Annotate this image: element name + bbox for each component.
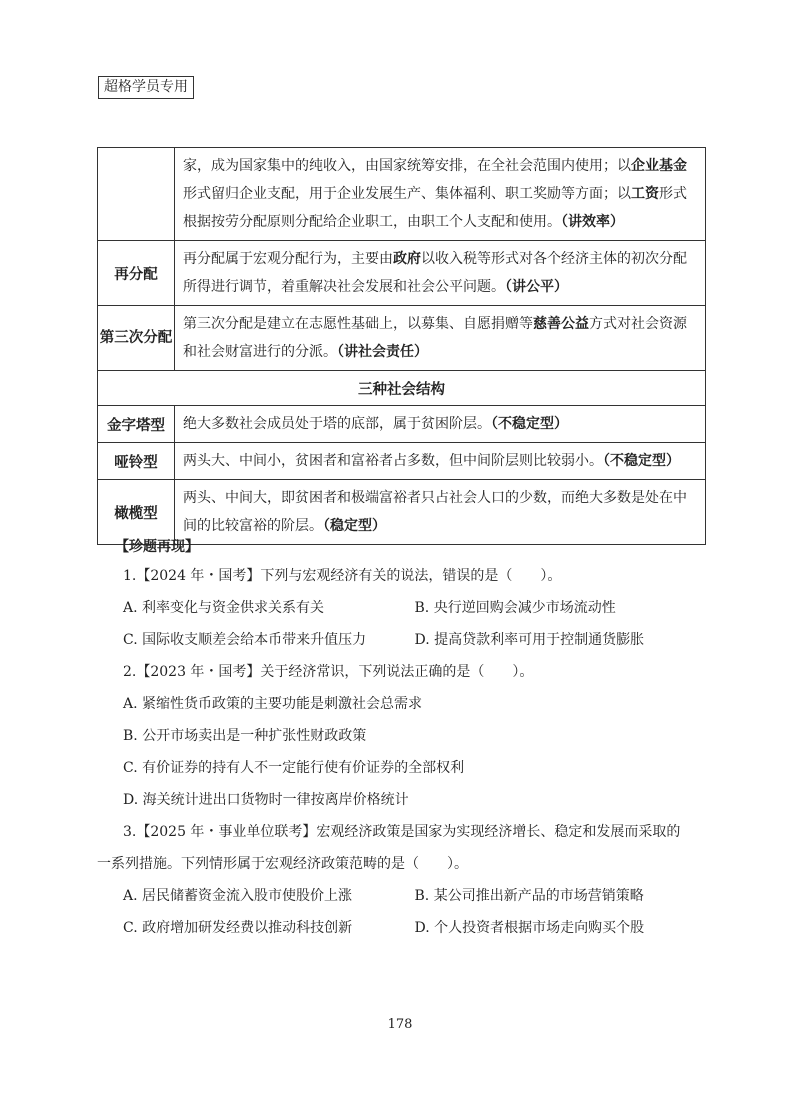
option-d: D. 海关统计进出口货物时一律按离岸价格统计 — [123, 792, 409, 808]
option-d: D. 提高贷款利率可用于控制通货膨胀 — [414, 632, 645, 648]
row-content — [175, 148, 706, 241]
text-segment: 方式对社会资源和社会财富进行的分派。 — [183, 316, 687, 360]
question-3-options-row — [97, 880, 706, 912]
text-segment: 再分配属于宏观分配行为，主要由 — [183, 251, 393, 267]
row-label — [98, 148, 175, 241]
table-row — [98, 241, 706, 306]
row-label-olive: 橄榄型 — [98, 480, 175, 545]
row-content — [175, 443, 706, 480]
text-segment: 两头大、中间小，贫困者和富裕者占多数，但中间阶层则比较弱小。 — [183, 453, 603, 469]
text-segment: 第三次分配是建立在志愿性基础上，以募集、自愿捐赠等 — [183, 316, 533, 332]
page-number: 178 — [387, 1017, 413, 1032]
table-row — [98, 443, 706, 480]
question-1-options-row — [97, 624, 706, 656]
question-3-stem-line-1: 3.【2025 年・事业单位联考】宏观经济政策是国家为实现经济增长、稳定和发展而采取的 — [123, 824, 681, 840]
table-row — [98, 406, 706, 443]
option-d: D. 个人投资者根据市场走向购买个股 — [414, 920, 645, 936]
bold-text: （稳定型） — [323, 518, 386, 534]
question-3-options-row — [97, 912, 706, 944]
row-content — [175, 241, 706, 306]
distribution-table — [97, 147, 706, 545]
section-heading: 【珍题再现】 — [115, 539, 199, 555]
questions-section — [97, 534, 706, 944]
question-1-stem: 1.【2024 年・国考】下列与宏观经济有关的说法，错误的是（ ）。 — [123, 568, 562, 584]
bold-text: （讲公平） — [505, 279, 568, 295]
row-label-dumbbell: 哑铃型 — [98, 443, 175, 480]
bold-text: 企业基金 — [631, 158, 687, 174]
table-row — [98, 148, 706, 241]
row-label-pyramid: 金字塔型 — [98, 406, 175, 443]
row-content — [175, 406, 706, 443]
text-segment: 以收入税等形式对各个经济主体的初次分配所得进行调节，着重解决社会发展和社会公平问题。 — [183, 251, 687, 295]
bold-text: （讲效率） — [561, 214, 624, 230]
text-segment: 家，成为国家集中的纯收入，由国家统筹安排，在全社会范围内使用；以 — [183, 158, 631, 174]
bold-text: 慈善公益 — [533, 316, 589, 332]
bold-text: （讲社会责任） — [337, 344, 428, 360]
bold-text: （不稳定型） — [491, 416, 568, 432]
option-b: B. 公开市场卖出是一种扩张性财政政策 — [123, 728, 367, 744]
student-only-badge: 超格学员专用 — [98, 76, 194, 99]
option-b: B. 央行逆回购会减少市场流动性 — [414, 600, 616, 616]
section-title: 三种社会结构 — [98, 371, 706, 406]
text-segment: 两头、中间大，即贫困者和极端富裕者只占社会人口的少数，而绝大多数是处在中间的比较富裕的阶层。 — [183, 490, 687, 534]
question-1-options-row — [97, 592, 706, 624]
table-section-row — [98, 371, 706, 406]
option-a: A. 紧缩性货币政策的主要功能是刺激社会总需求 — [123, 696, 423, 712]
option-c: C. 政府增加研发经费以推动科技创新 — [123, 920, 353, 936]
option-c: C. 有价证券的持有人不一定能行使有价证券的全部权利 — [123, 760, 465, 776]
row-label-redistribution: 再分配 — [98, 241, 175, 306]
text-segment: 形式留归企业支配，用于企业发展生产、集体福利、职工奖励等方面；以 — [183, 186, 631, 202]
question-3-stem-line-2: 一系列措施。下列情形属于宏观经济政策范畴的是（ ）。 — [97, 856, 468, 872]
option-b: B. 某公司推出新产品的市场营销策略 — [414, 888, 644, 904]
row-label-third-distribution: 第三次分配 — [98, 306, 175, 371]
option-a: A. 居民储蓄资金流入股市使股价上涨 — [123, 888, 353, 904]
option-c: C. 国际收支顺差会给本币带来升值压力 — [123, 632, 367, 648]
table-row — [98, 306, 706, 371]
bold-text: 工资 — [631, 186, 659, 202]
text-segment: 绝大多数社会成员处于塔的底部，属于贫困阶层。 — [183, 416, 491, 432]
question-2-stem: 2.【2023 年・国考】关于经济常识，下列说法正确的是（ ）。 — [123, 664, 534, 680]
bold-text: 政府 — [393, 251, 421, 267]
bold-text: （不稳定型） — [603, 453, 680, 469]
row-content — [175, 306, 706, 371]
option-a: A. 利率变化与资金供求关系有关 — [123, 600, 325, 616]
text-segment: 形式根据按劳分配原则分配给企业职工，由职工个人支配和使用。 — [183, 186, 687, 230]
